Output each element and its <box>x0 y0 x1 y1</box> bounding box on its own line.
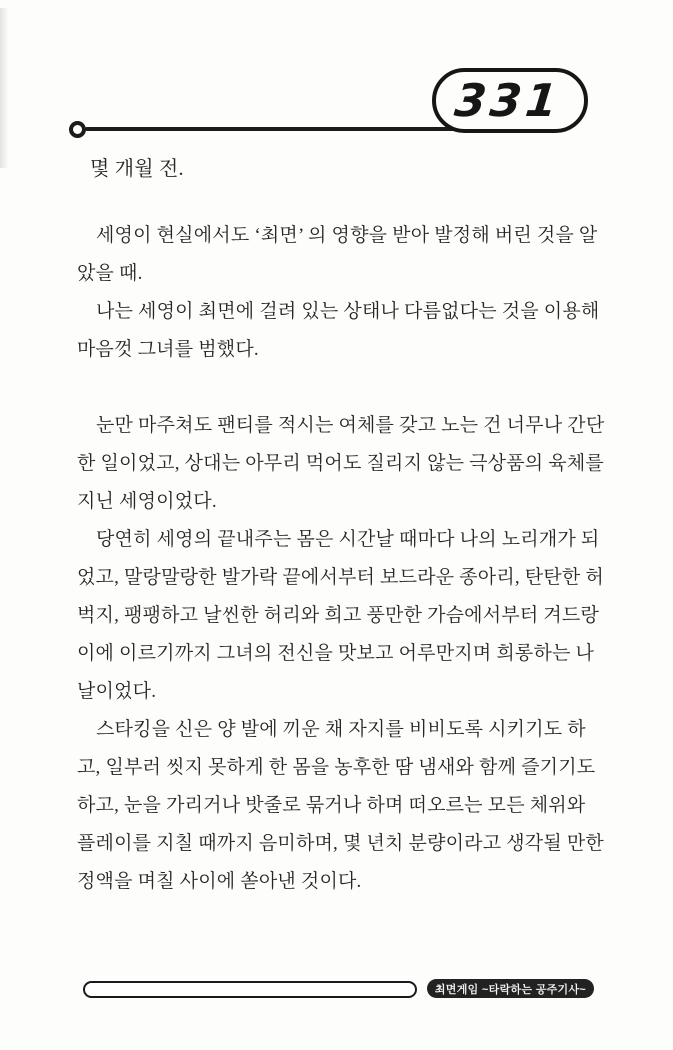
body-paragraph: 세영이 현실에서도 ‘최면’ 의 영향을 받아 발정해 버린 것을 알았을 때. <box>77 225 598 284</box>
body-paragraph: 눈만 마주쳐도 팬티를 적시는 여체를 갖고 노는 건 너무나 간단한 일이었고, 상대는 아무리 먹어도 질리지 않는 극상품의 육체를 지닌 세영이었다. <box>77 415 605 512</box>
body-paragraph: 당연히 세영의 끝내주는 몸은 시간날 때마다 나의 노리개가 되었고, 말랑말랑한 발가락 끝에서부터 보드라운 종아리, 탄탄한 허벅지, 팽팽하고 날씬한 허리와 희고 풍만한 가슴에서부터 겨드랑이에 이르기까지 그녀의 전신을 맛보고 어루만지며 희롱하는 나날이었다. <box>77 529 604 702</box>
header-rule <box>85 127 459 131</box>
body-paragraph: 나는 세영이 최면에 걸려 있는 상태나 다름없다는 것을 이용해 마음껏 그녀를 범했다. <box>77 301 600 360</box>
line-end-ring-icon <box>69 121 86 138</box>
series-title: 최면게임 ~타락하는 공주기사~ <box>434 983 587 996</box>
series-title-badge <box>427 979 594 998</box>
section-heading: 몇 개월 전. <box>90 158 184 180</box>
footer-pill <box>83 981 417 998</box>
body-paragraph: 스타킹을 신은 양 발에 끼운 채 자지를 비비도록 시키기도 하고, 일부러 씻지 못하게 한 몸을 농후한 땀 냄새와 함께 즐기기도 하고, 눈을 가리거나 밧줄로 묶거나 하며 떠오르는 모든 체위와 플레이를 지칠 때까지 음미하며, 몇 년치 분량이라고 생각될 만한 정액을 며칠 사이에 쏟아낸 것이다. <box>77 719 604 892</box>
page-content <box>77 150 608 901</box>
page-number-badge <box>432 68 588 133</box>
page-number: 331 <box>451 74 564 127</box>
scan-edge-shadow <box>0 8 9 168</box>
paragraph-gap <box>77 369 608 407</box>
